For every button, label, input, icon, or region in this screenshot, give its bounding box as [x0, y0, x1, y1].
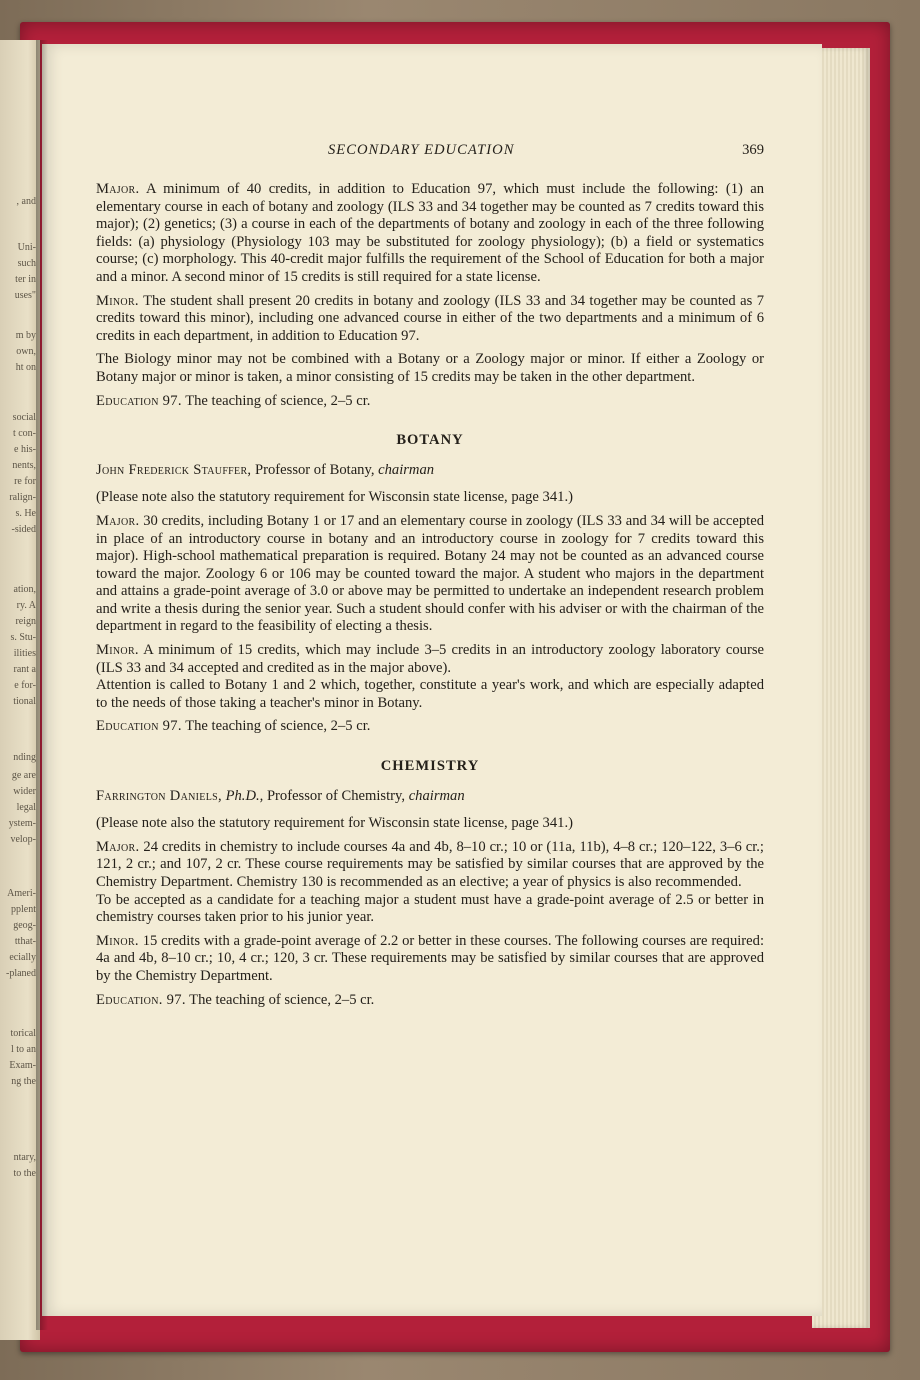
minor-text: The student shall present 20 credits in botany and zoology (ILS 33 and 34 together may be counted as 7 credits toward this minor), including one advanced course in either of the two departments and a minimum of 6 credits in each department, in addition to Education 97.: [96, 292, 764, 344]
botany-attention: Attention is called to Botany 1 and 2 which, together, constitute a year's work, and which are especially adapted to the needs of those taking a teacher's minor in Botany.: [96, 677, 764, 711]
facing-page-fragment: nents,: [12, 460, 36, 471]
facing-page-fragment: e his-: [14, 444, 36, 455]
facing-page-fragment: re for: [14, 476, 36, 487]
major-label: Major.: [96, 181, 140, 197]
chemistry-major: [96, 839, 764, 892]
facing-page-fragment: ry. A: [16, 600, 36, 611]
biology-minor: [96, 293, 764, 346]
education-label: Education 97.: [96, 392, 182, 409]
biology-major: [96, 181, 764, 287]
facing-page-fragment: s. Stu-: [10, 632, 36, 643]
major-text: 30 credits, including Botany 1 or 17 and an elementary course in zoology (ILS 33 and 34 will be accepted in place of an introductory course in botany and an introductory course in zoology for 7 credits toward this major). High-school mathematical preparation is required. Botany 24 may not be counted as an advanced course toward the major. Zoology 6 or 106 may be counted toward the major. A student who majors in the department and attains a grade-point average of 3.0 or above may be permitted to undertake an independent research problem and write a thesis during the senior year. Such a student should confer with his adviser or with the chairman of the department in regard to the feasibility of electing a thesis.: [96, 512, 764, 635]
minor-label: Minor.: [96, 932, 139, 949]
facing-page-fragment: Uni-: [17, 242, 36, 253]
chair-role: chairman: [408, 787, 465, 804]
facing-page-fragment: nding: [13, 752, 36, 763]
facing-page-fragment: ge are: [11, 770, 36, 781]
chemistry-heading: CHEMISTRY: [380, 758, 480, 775]
facing-page-fragment: geog-: [13, 920, 36, 931]
facing-page-fragment: tional: [13, 696, 36, 707]
minor-text: A minimum of 15 credits, which may include 3–5 credits in an introductory zoology laboratory course (ILS 33 and 34 accepted and credited as in the major above).: [96, 642, 764, 676]
facing-page-fragment: pplent: [11, 904, 36, 915]
chemistry-chairman: [96, 788, 764, 806]
facing-page-fragment: ation,: [13, 584, 36, 595]
chair-name: John Frederick Stauffer,: [96, 461, 252, 478]
facing-page-fragment: ilities: [13, 648, 36, 659]
facing-page-fragment: uses": [14, 290, 36, 301]
facing-page-fragment: ng the: [11, 1076, 36, 1087]
facing-page-text-fragments: [0, 0, 40, 1380]
facing-page-fragment: m by: [15, 330, 36, 341]
minor-text: 15 credits with a grade-point average of 2.2 or better in these courses. The following courses are required: 4a and 4b, 8–10 cr.; 10, 4 cr.; 120, 3 cr. These requirements may be satisfied by similar courses that are approved by the Chemistry Department.: [96, 932, 764, 984]
facing-page-fragment: e for-: [14, 680, 36, 691]
education-label: Education 97.: [96, 718, 182, 735]
facing-page-fragment: velop-: [10, 834, 36, 845]
facing-page-fragment: such: [17, 258, 36, 269]
facing-page-fragment: ntary,: [13, 1152, 36, 1163]
biology-education: [96, 393, 764, 411]
chair-title: Professor of Botany,: [255, 461, 375, 478]
chair-role: chairman: [378, 461, 435, 478]
major-label: Major.: [96, 838, 140, 855]
facing-page-fragment: to the: [13, 1168, 36, 1179]
chemistry-education: [96, 992, 764, 1010]
facing-page-fragment: t con-: [12, 428, 36, 439]
facing-page-fragment: Exam-: [9, 1060, 36, 1071]
chemistry-minor: [96, 933, 764, 986]
facing-page-fragment: s. He: [15, 508, 36, 519]
chemistry-license-note: (Please note also the statutory requirement for Wisconsin state license, page 341.): [96, 815, 573, 832]
education-label: Education. 97.: [96, 991, 186, 1008]
facing-page-fragment: own,: [16, 346, 36, 357]
facing-page-fragment: -sided: [11, 524, 36, 535]
botany-minor: [96, 642, 764, 677]
minor-label: Minor.: [96, 642, 139, 659]
chair-degree: Ph.D.,: [225, 787, 264, 804]
page-text: [96, 142, 764, 1015]
botany-license-note: (Please note also the statutory requirement for Wisconsin state license, page 341.): [96, 489, 573, 506]
botany-heading: BOTANY: [396, 432, 464, 449]
facing-page-fragment: , and: [16, 196, 36, 207]
major-text: 24 credits in chemistry to include courses 4a and 4b, 8–10 cr.; 10 or (11a, 11b), 4–8 cr.; 120–122, 3–6 cr.; 121, 2 cr.; and 107, 2 cr. These course requirements may be satisfied by similar courses that are approved by the Chemistry Department. Chemistry 130 is recommended as an elective; a year of physics is also recommended.: [96, 838, 764, 890]
facing-page-fragment: ht on: [15, 362, 36, 373]
facing-page-fragment: ralign-: [9, 492, 36, 503]
running-head-title: SECONDARY EDUCATION: [328, 142, 515, 158]
facing-page-fragment: torical: [10, 1028, 36, 1039]
chair-title: Professor of Chemistry,: [266, 787, 406, 804]
major-label: Major.: [96, 512, 140, 529]
major-text: A minimum of 40 credits, in addition to Education 97, which must include the following: (1) an elementary course in each of botany and zoology (ILS 33 and 34 together may be counted as 7 credits toward this major); (2) genetics; (3) a course in each of the departments of botany and zoology in each of the three following fields: (a) physiology (Physiology 103 may be substituted for zoology physiology); (b) a field or systematics course; (c) morphology. This 40-credit major fulfills the requirement of the School of Education for both a major and a minor. A second minor of 15 credits is still required for a state license.: [96, 181, 765, 285]
facing-page-fragment: ecially: [9, 952, 36, 963]
page-number: 369: [742, 142, 764, 158]
facing-page-fragment: wider: [13, 786, 36, 797]
running-head: [96, 142, 764, 166]
facing-page-fragment: reign: [15, 616, 36, 627]
botany-education: [96, 718, 764, 736]
facing-page-fragment: -planed: [6, 968, 36, 979]
chemistry-acceptance: To be accepted as a candidate for a teaching major a student must have a grade-point average of 2.5 or better in chemistry courses taken prior to his junior year.: [96, 891, 764, 926]
facing-page-fragment: social: [12, 412, 36, 423]
facing-page-fragment: rant a: [13, 664, 36, 675]
facing-page-fragment: ystem-: [8, 818, 36, 829]
facing-page-fragment: Ameri-: [7, 888, 36, 899]
facing-page-fragment: ter in: [15, 274, 36, 285]
chair-name: Farrington Daniels,: [96, 787, 222, 804]
facing-page-fragment: tthat-: [14, 936, 36, 947]
education-text: The teaching of science, 2–5 cr.: [189, 991, 375, 1008]
facing-page-fragment: l to an: [11, 1044, 36, 1055]
minor-label: Minor.: [96, 292, 139, 309]
education-text: The teaching of science, 2–5 cr.: [185, 718, 371, 735]
facing-page-fragment: legal: [16, 802, 36, 813]
education-text: The teaching of science, 2–5 cr.: [185, 392, 371, 409]
biology-note: The Biology minor may not be combined with a Botany or a Zoology major or minor. If either a Zoology or Botany major or minor is taken, a minor consisting of 15 credits may be taken in the other department.: [96, 351, 764, 385]
botany-major: [96, 513, 764, 636]
botany-chairman: [96, 462, 764, 480]
